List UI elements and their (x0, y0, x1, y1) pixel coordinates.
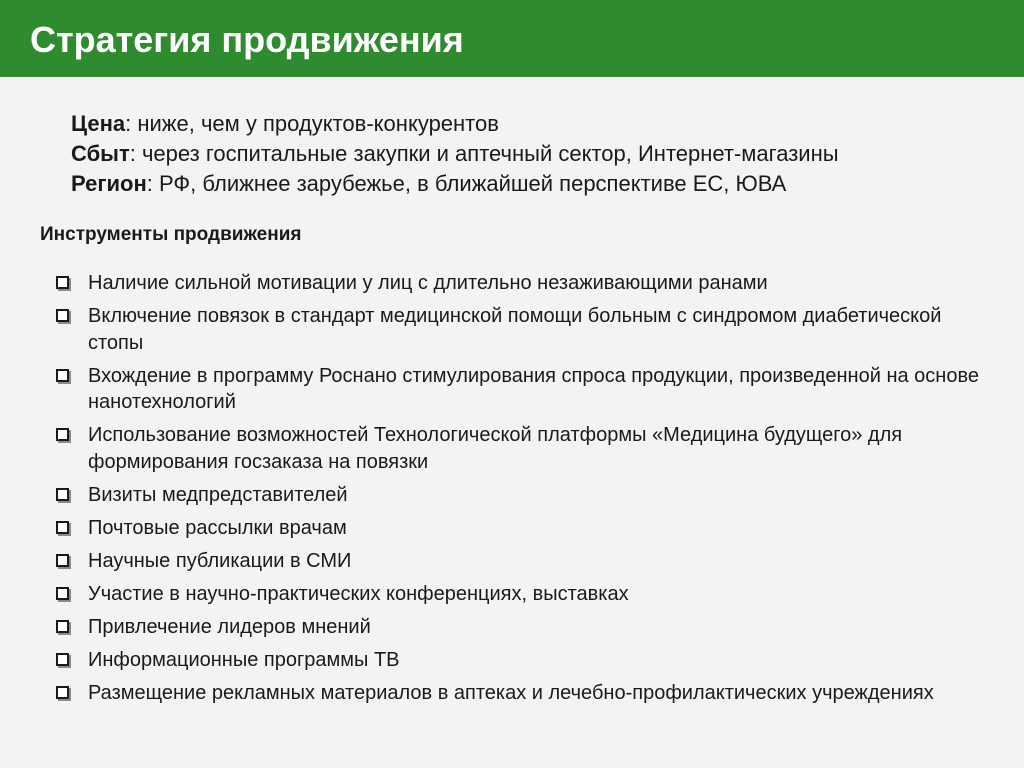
info-price-text: : ниже, чем у продуктов-конкурентов (125, 111, 499, 136)
checkbox-bullet-icon (56, 521, 69, 534)
checkbox-bullet-icon (56, 488, 69, 501)
info-price-label: Цена (71, 111, 126, 136)
info-region (71, 169, 1011, 199)
list-item (55, 363, 995, 416)
list-item (55, 680, 995, 707)
tools-list (55, 270, 995, 713)
info-price (71, 109, 1011, 139)
list-item (55, 548, 995, 575)
list-item-text: Вхождение в программу Роснано стимулирования спроса продукции, произведенной на основе нанотехнологий (88, 364, 979, 413)
info-sales-text: : через госпитальные закупки и аптечный сектор, Интернет-магазины (129, 141, 839, 166)
checkbox-bullet-icon (56, 309, 69, 322)
checkbox-bullet-icon (56, 620, 69, 633)
list-item-text: Включение повязок в стандарт медицинской помощи больным с синдромом диабетической стопы (88, 305, 942, 354)
list-item-text: Размещение рекламных материалов в аптеках и лечебно-профилактических учреждениях (88, 681, 934, 704)
list-item-text: Научные публикации в СМИ (88, 549, 352, 572)
title-bar (0, 0, 1024, 77)
list-item (55, 647, 995, 674)
list-item-text: Участие в научно-практических конференциях, выставках (88, 582, 629, 605)
list-item-text: Информационные программы ТВ (88, 648, 400, 671)
list-item-text: Почтовые рассылки врачам (88, 516, 347, 539)
list-item (55, 270, 995, 297)
checkbox-bullet-icon (56, 369, 69, 382)
info-region-label: Регион (71, 171, 147, 196)
info-region-text: : РФ, ближнее зарубежье, в ближайшей перспективе ЕС, ЮВА (146, 171, 787, 196)
list-item-text: Визиты медпредставителей (88, 483, 348, 506)
list-item (55, 614, 995, 641)
checkbox-bullet-icon (56, 686, 69, 699)
list-item-text: Наличие сильной мотивации у лиц с длительно незаживающими ранами (88, 272, 768, 294)
info-block (71, 109, 1011, 199)
slide-title: Стратегия продвижения (30, 19, 464, 60)
checkbox-bullet-icon (56, 276, 69, 289)
list-item (55, 422, 995, 475)
list-item-text: Использование возможностей Технологической платформы «Медицина будущего» для формирования госзаказа на повязки (88, 424, 903, 473)
list-item (55, 303, 995, 356)
checkbox-bullet-icon (56, 554, 69, 567)
list-item (55, 581, 995, 608)
checkbox-bullet-icon (56, 653, 69, 666)
info-sales-label: Сбыт (71, 141, 130, 166)
checkbox-bullet-icon (56, 587, 69, 600)
list-item-text: Привлечение лидеров мнений (88, 615, 371, 638)
list-item (55, 515, 995, 542)
info-sales (71, 139, 1011, 169)
list-item (55, 482, 995, 509)
checkbox-bullet-icon (56, 428, 69, 441)
tools-heading: Инструменты продвижения (40, 224, 302, 245)
